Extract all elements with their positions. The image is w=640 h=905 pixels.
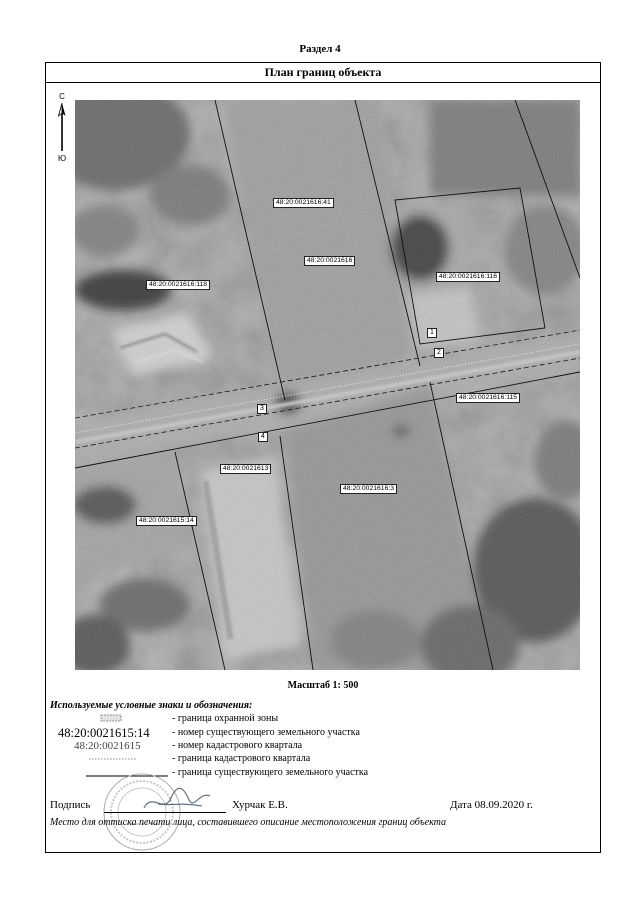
legend-sample-quarter-number: 48:20:0021615: [74, 740, 141, 752]
section-title: Раздел 4: [299, 43, 341, 55]
aerial-photo: [75, 100, 580, 670]
signatory-name: Хурчак Е.В.: [232, 799, 288, 811]
parcel-label: 48:20:0021616:41: [273, 198, 334, 208]
map-scale: Масштаб 1: 500: [287, 680, 359, 691]
parcel-label: 48:20:0021613: [220, 464, 271, 474]
legend-sample-parcel-number: 48:20:0021615:14: [58, 726, 150, 740]
boundary-point-label: 3: [257, 404, 267, 414]
dotted-line-icon: [88, 756, 138, 762]
photo-grain: [75, 100, 580, 670]
legend-desc-parcel-number: - номер существующего земельного участка: [172, 727, 360, 738]
quarter-label: 48:20:0021616: [304, 256, 355, 266]
boundary-plan-map: [75, 100, 580, 670]
parcel-label: 48:20:0021616:116: [436, 272, 500, 282]
parcel-label: 48:20:0021616:118: [146, 280, 210, 290]
signature-line: [104, 812, 226, 813]
legend-desc-protected-zone: - граница охранной зоны: [172, 713, 279, 724]
boundary-point-label: 1: [427, 328, 437, 338]
legend-desc-quarter-number: - номер кадастрового квартала: [172, 740, 303, 751]
north-arrow: [52, 92, 72, 170]
north-arrow-icon: [52, 103, 72, 153]
legend-desc-quarter-boundary: - граница кадастрового квартала: [172, 753, 311, 764]
legend-desc-parcel-boundary: - граница существующего земельного участка: [172, 767, 369, 778]
boundary-point-label: 2: [434, 348, 444, 358]
parcel-label: 48:20:0021616:115: [456, 393, 520, 403]
south-label: Ю: [57, 154, 67, 163]
parcel-label: 48:20:0021616:3: [340, 484, 397, 494]
dashed-rectangle-icon: [100, 714, 122, 723]
stamp-place-note: Место для оттиска печати лица, составившего описание местоположения границ объекта: [50, 817, 447, 828]
legend-title: Используемые условные знаки и обозначения:: [50, 700, 253, 711]
signature-label: Подпись: [50, 799, 91, 811]
plan-title: План границ объекта: [45, 62, 601, 83]
document-date: Дата 08.09.2020 г.: [450, 799, 533, 811]
north-label: С: [59, 92, 65, 101]
parcel-label: 48:20:0021615:14: [136, 516, 197, 526]
boundary-point-label: 4: [258, 432, 268, 442]
